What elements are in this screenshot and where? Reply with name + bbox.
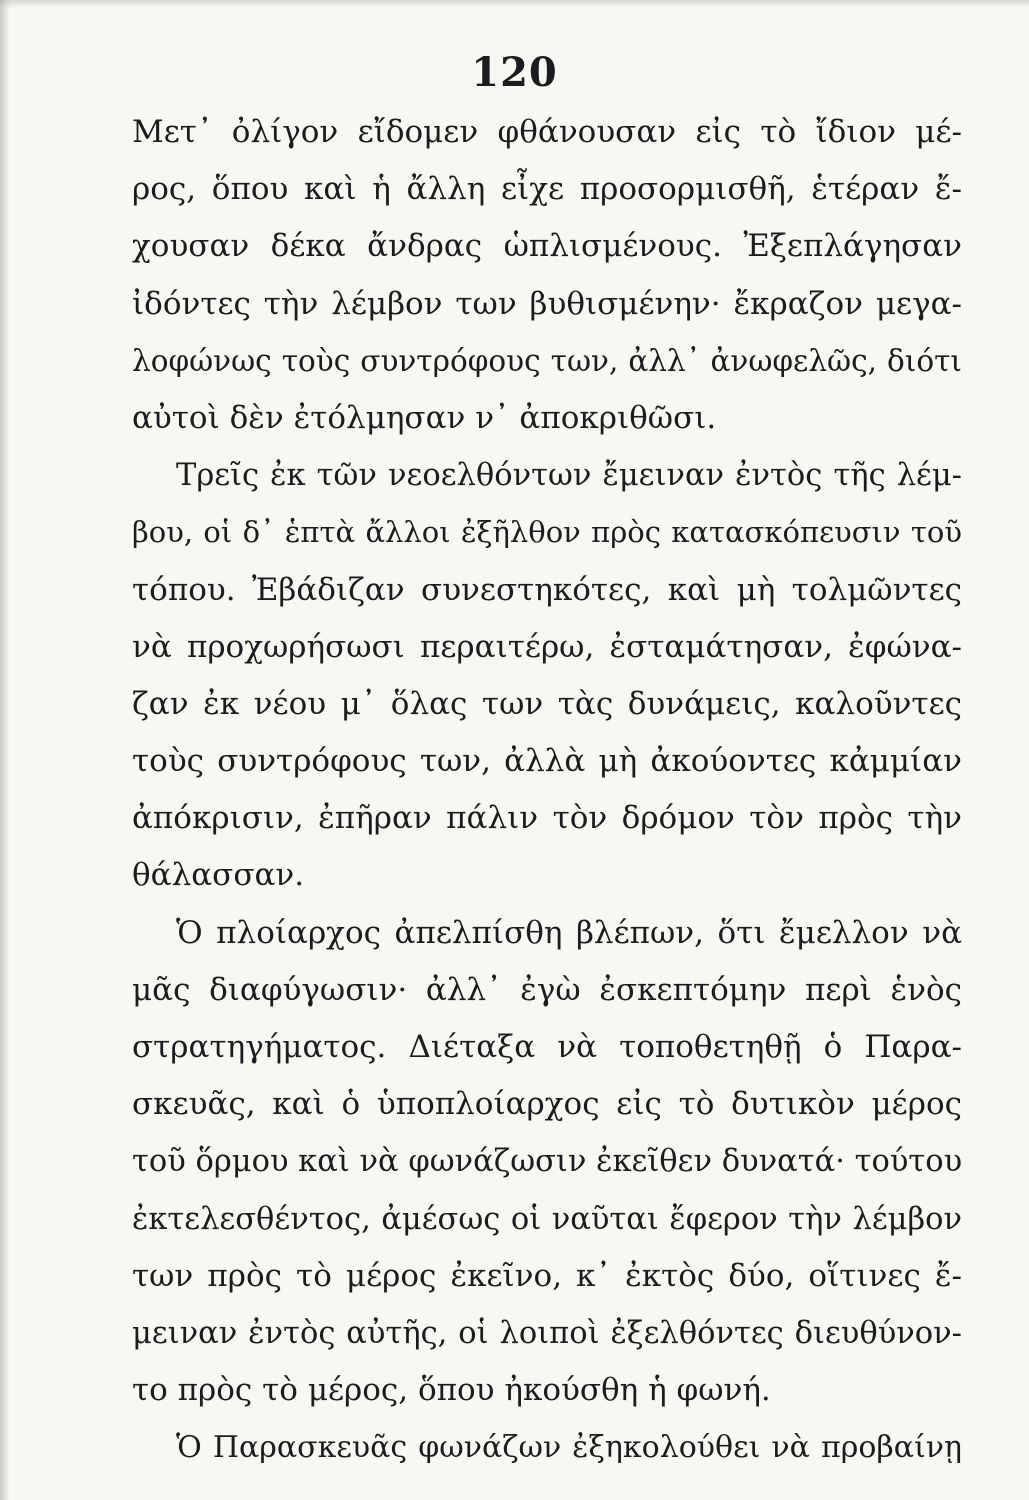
text-line: στρατηγήματος. Διέταξα νὰ τοποθετηθῇ ὁ Παρα- [132,1029,962,1065]
text-line: των πρὸς τὸ μέρος ἐκεῖνο, κ᾽ ἐκτὸς δύο, οἵτινες ἔ- [132,1257,962,1294]
text-line: μειναν ἐντὸς αὐτῆς, οἱ λοιποὶ ἐξελθόντες διευθύνον- [132,1315,962,1351]
text-line: τοῦ ὅρμου καὶ νὰ φωνάζωσιν ἐκεῖθεν δυνατά· τούτου [132,1144,963,1180]
text-line: μᾶς διαφύγωσιν· ἀλλ᾽ ἐγὼ ἐσκεπτόμην περὶ ἑνὸς [132,971,962,1008]
text-line: θάλασσαν. [132,857,305,894]
page-number: 120 [471,49,558,96]
page-top-shadow [0,0,1029,8]
text-line: αὐτοὶ δὲν ἐτόλμησαν ν᾽ ἀποκριθῶσι. [132,399,717,436]
body-text [132,104,962,1477]
text-line: βου, οἱ δ᾽ ἑπτὰ ἄλλοι ἐξῆλθον πρὸς κατασκόπευσιν τοῦ [132,515,962,550]
text-line: χουσαν δέκα ἄνδρας ὡπλισμένους. Ἐξεπλάγησαν [132,228,962,265]
text-line: νὰ προχωρήσωσι περαιτέρω, ἐσταμάτησαν, ἐφώνα- [132,628,962,665]
text-line: τοὺς συντρόφους των, ἀλλὰ μὴ ἀκούοντες κἀμμίαν [132,743,962,780]
text-line: ἀπόκρισιν, ἐπῆραν πάλιν τὸν δρόμον τὸν πρὸς τὴν [132,800,962,837]
text-line: ζαν ἐκ νέου μ᾽ ὅλας των τὰς δυνάμεις, καλοῦντες [132,685,962,722]
text-line: τόπου. Ἐβάδιζαν συνεστηκότες, καὶ μὴ τολμῶντες [132,571,962,608]
text-line: λοφώνως τοὺς συντρόφους των, ἀλλ᾽ ἀνωφελῶς, διότι [132,343,962,378]
text-line: ἰδόντες τὴν λέμβον των βυθισμένην· ἔκραζον μεγα- [132,285,962,322]
text-line: Ὁ πλοίαρχος ἀπελπίσθη βλέπων, ὅτι ἔμελλον νὰ [176,914,962,951]
page-edge-shadow [0,0,10,1500]
text-line: Μετ᾽ ὀλίγον εἴδομεν φθάνουσαν εἰς τὸ ἴδιον μέ- [132,114,962,150]
text-line: Τρεῖς ἐκ τῶν νεοελθόντων ἔμειναν ἐντὸς τῆς λέμ- [176,458,962,494]
text-line: σκευᾶς, καὶ ὁ ὑποπλοίαρχος εἰς τὸ δυτικὸν μέρος [132,1086,962,1123]
text-line: ἐκτελεσθέντος, ἀμέσως οἱ ναῦται ἔφερον τὴν λέμβον [132,1201,962,1237]
text-line: ρος, ὅπου καὶ ἡ ἄλλη εἶχε προσορμισθῆ, ἑτέραν ἔ- [132,171,962,208]
text-line: Ὁ Παρασκευᾶς φωνάζων ἐξηκολούθει νὰ προβαίνῃ [176,1430,962,1466]
text-line: το πρὸς τὸ μέρος, ὅπου ἠκούσθη ἡ φωνή. [132,1372,771,1409]
